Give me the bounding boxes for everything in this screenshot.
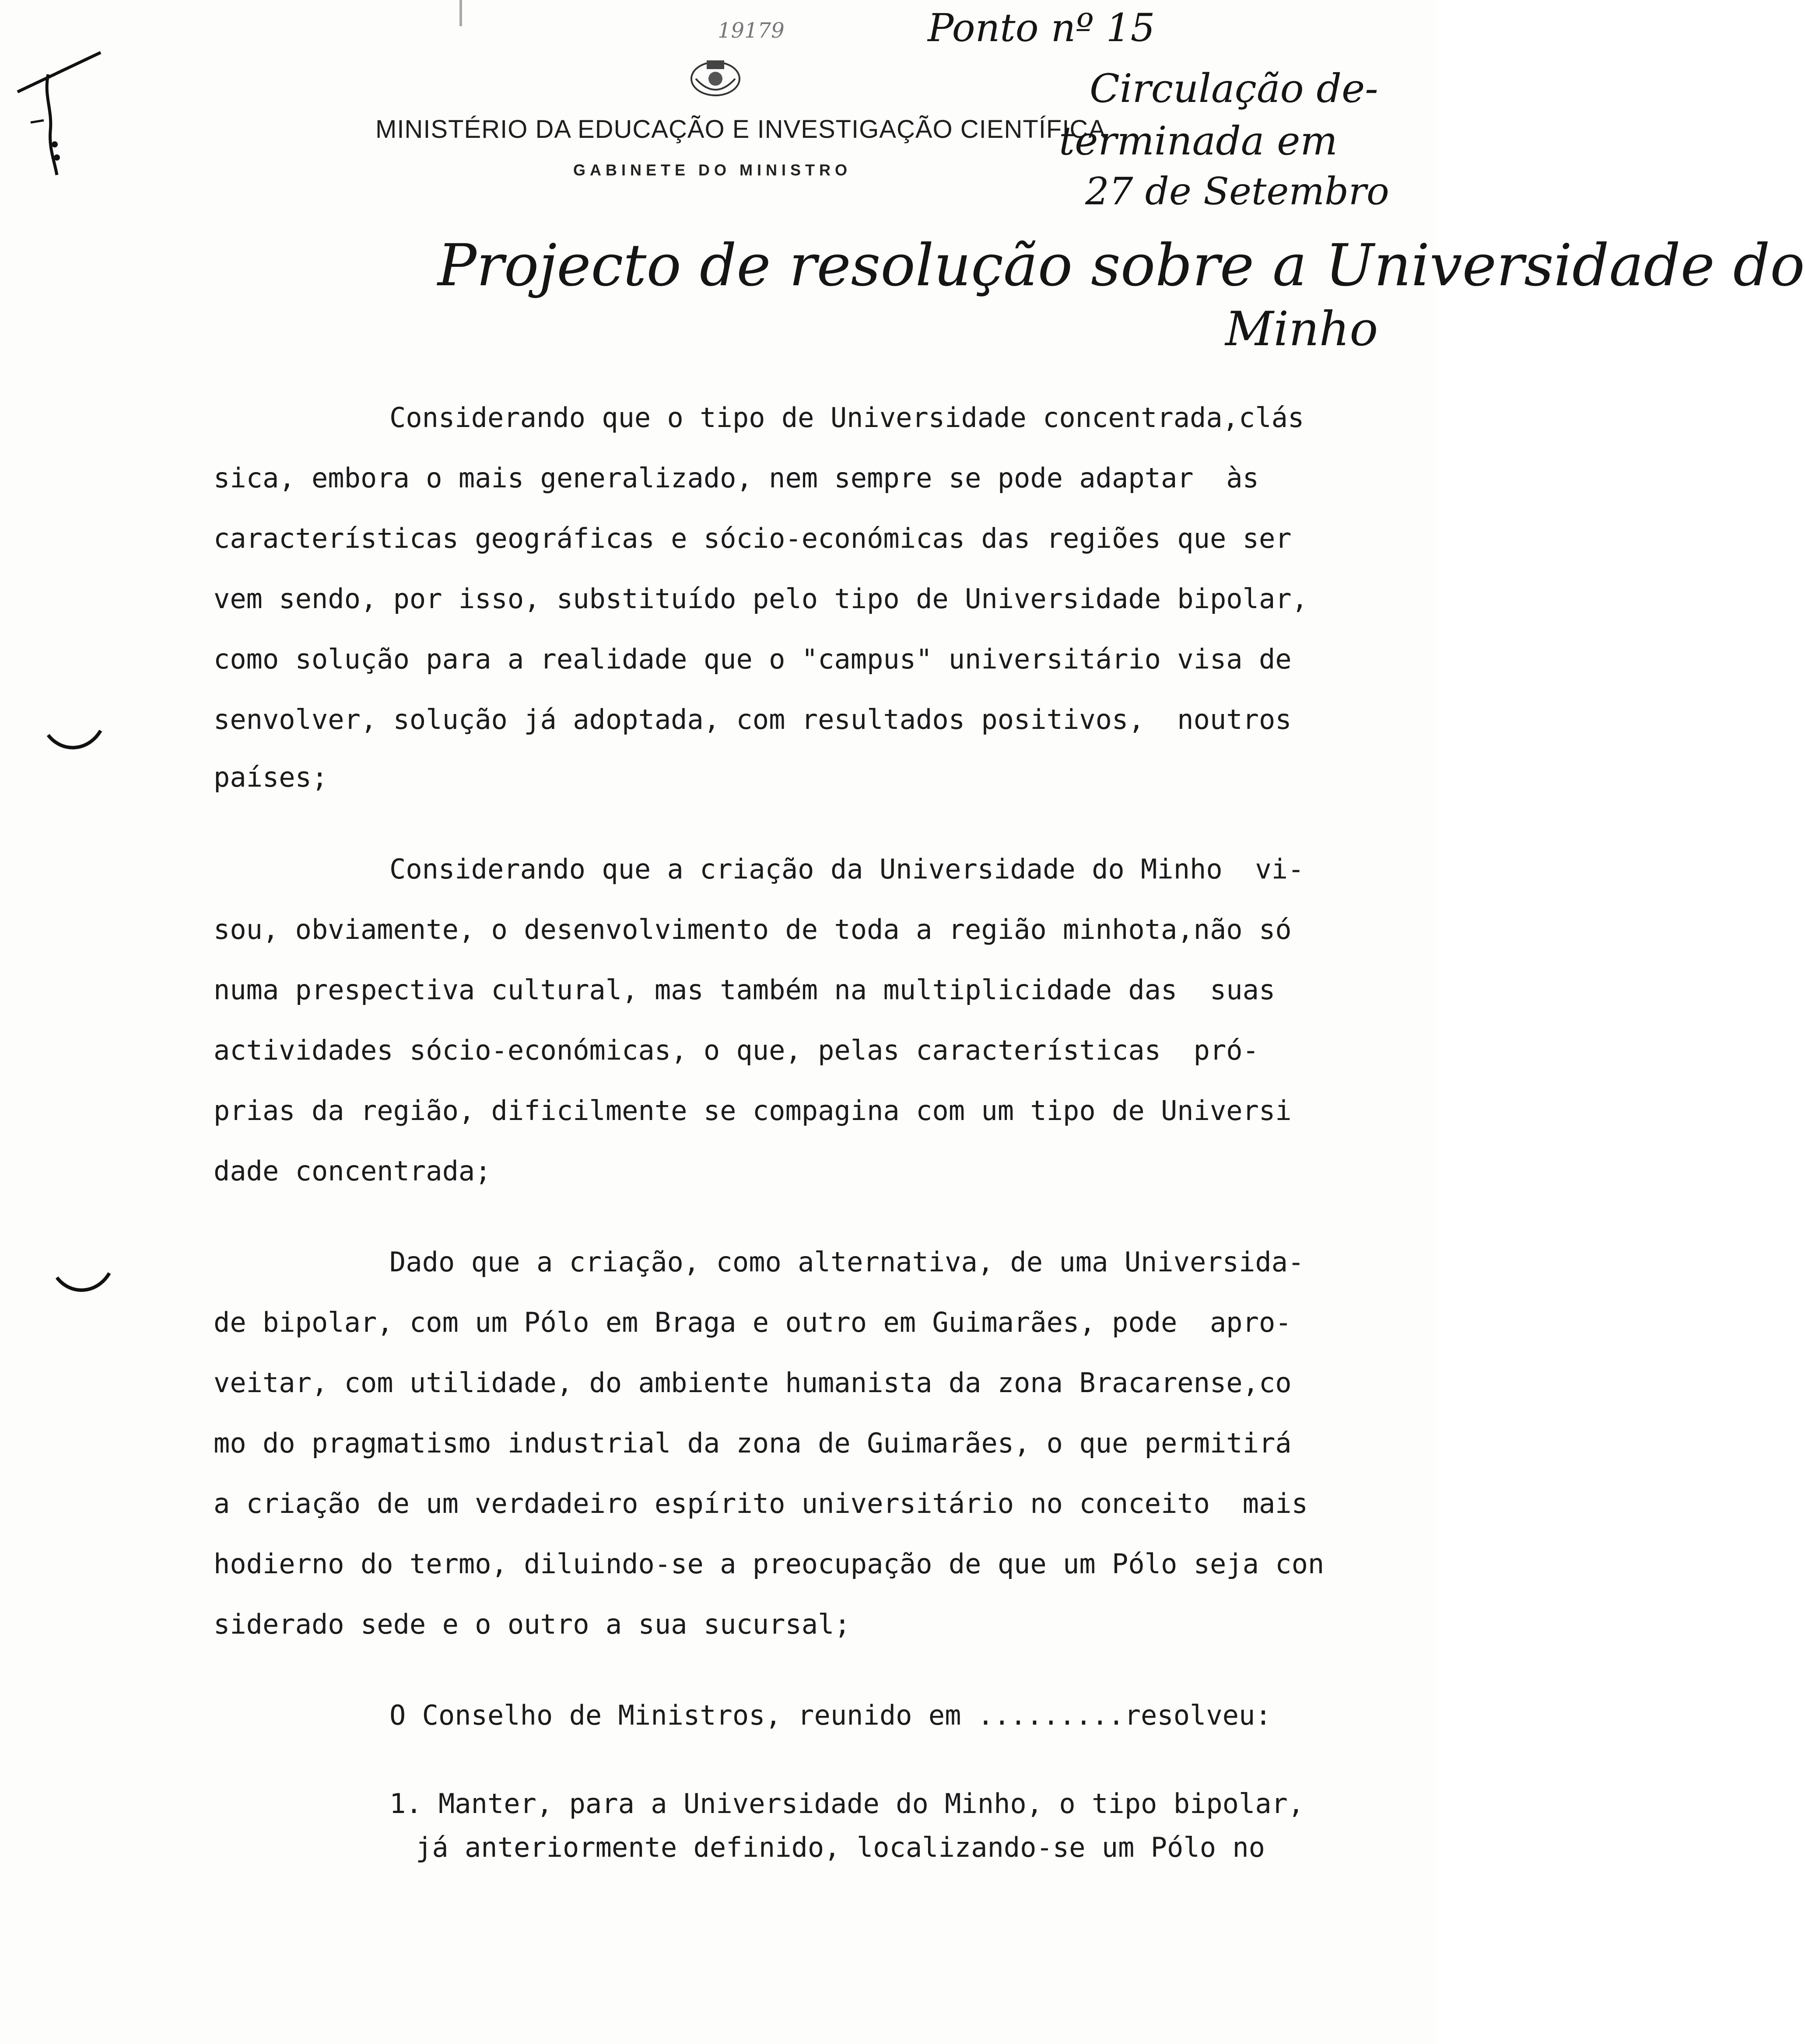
resolution-item-continuation: já anteriormente definido, localizando-se um Pólo no xyxy=(416,1831,1265,1863)
paragraph-line: mo do pragmatismo industrial da zona de Guimarães, o que permitirá xyxy=(214,1427,1292,1459)
paragraph-line: siderado sede e o outro a sua sucursal; xyxy=(214,1608,851,1640)
coat-of-arms-icon xyxy=(683,52,748,101)
paragraph-line: como solução para a realidade que o "campus" universitário visa de xyxy=(214,643,1292,675)
handwritten-circulation-line: terminada em xyxy=(1059,118,1338,164)
resolution-item: 1. Manter, para a Universidade do Minho, o tipo bipolar, xyxy=(389,1788,1304,1820)
handwritten-reference: 19179 xyxy=(718,18,785,43)
paragraph-line: características geográficas e sócio-económicas das regiões que ser xyxy=(214,522,1292,554)
handwritten-circulation-line: Circulação de- xyxy=(1090,66,1378,112)
margin-mark-icon xyxy=(53,1269,114,1304)
paragraph-line: sica, embora o mais generalizado, nem sempre se pode adaptar às xyxy=(214,462,1259,494)
handwritten-title: Projecto de resolução sobre a Universidade do xyxy=(438,232,1805,299)
paragraph-line: Dado que a criação, como alternativa, de uma Universida- xyxy=(389,1246,1304,1278)
paragraph-line: dade concentrada; xyxy=(214,1155,491,1187)
cabinet-subheading: GABINETE DO MINISTRO xyxy=(573,161,852,179)
paragraph-line: de bipolar, com um Pólo em Braga e outro em Guimarães, pode apro- xyxy=(214,1306,1292,1338)
paragraph-line: actividades sócio-económicas, o que, pelas características pró- xyxy=(214,1034,1259,1066)
margin-mark-icon xyxy=(44,722,105,757)
paragraph-line: senvolver, solução já adoptada, com resultados positivos, noutros xyxy=(214,704,1292,735)
paragraph-line: a criação de um verdadeiro espírito universitário no conceito mais xyxy=(214,1488,1308,1519)
handwritten-title-continuation: Minho xyxy=(1225,302,1378,357)
handwritten-circulation-line: 27 de Setembro xyxy=(1085,170,1389,214)
paragraph-line: vem sendo, por isso, substituído pelo tipo de Universidade bipolar, xyxy=(214,583,1308,615)
paragraph-line: hodierno do termo, diluindo-se a preocupação de que um Pólo seja con xyxy=(214,1548,1325,1580)
handwritten-ponto: Ponto nº 15 xyxy=(928,5,1155,50)
paragraph-line: sou, obviamente, o desenvolvimento de toda a região minhota,não só xyxy=(214,914,1292,945)
resolution-line: O Conselho de Ministros, reunido em .........resolveu: xyxy=(389,1699,1272,1731)
paragraph-line: veitar, com utilidade, do ambiente humanista da zona Bracarense,co xyxy=(214,1367,1292,1399)
paragraph-line: países; xyxy=(214,761,328,793)
ministry-heading: MINISTÉRIO DA EDUCAÇÃO E INVESTIGAÇÃO CIENTÍFICA xyxy=(375,115,1106,144)
paragraph-line: Considerando que a criação da Universidade do Minho vi- xyxy=(389,853,1304,885)
margin-signature-icon xyxy=(13,44,101,175)
paragraph-line: Considerando que o tipo de Universidade concentrada,clás xyxy=(389,402,1304,434)
paragraph-line: prias da região, dificilmente se compagina com um tipo de Universi xyxy=(214,1095,1292,1127)
paragraph-line: numa prespectiva cultural, mas também na multiplicidade das suas xyxy=(214,974,1276,1006)
staple-mark xyxy=(459,0,462,26)
